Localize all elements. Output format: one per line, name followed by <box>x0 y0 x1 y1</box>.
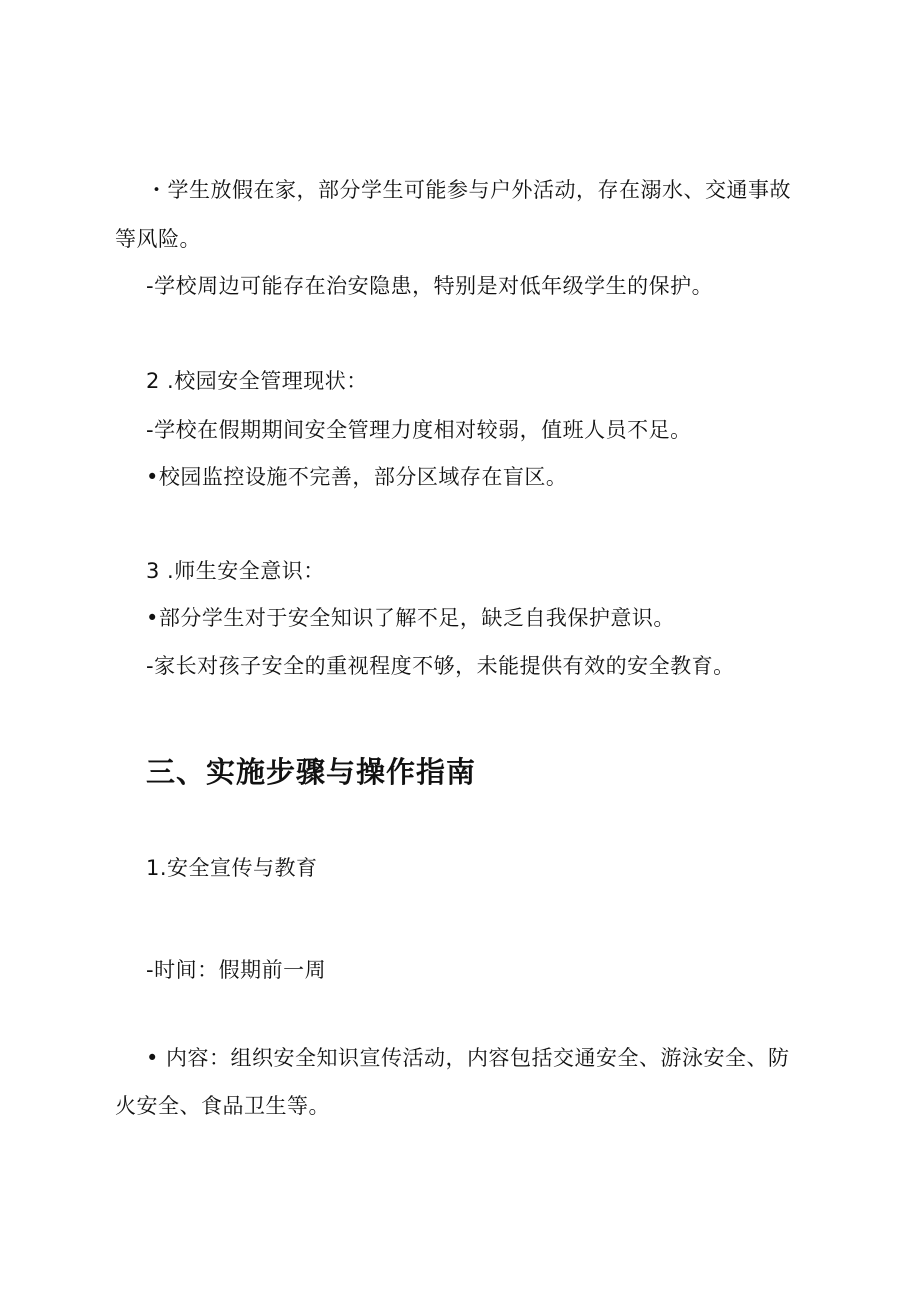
subheading-safety-awareness: 3 .师生安全意识： <box>146 559 325 583</box>
step-title-education: 1.安全宣传与教育 <box>146 856 318 880</box>
risk-item-outdoor: ・学生放假在家，部分学生可能参与户外活动，存在溺水、交通事故 <box>146 178 791 202</box>
step-time: -时间：假期前一周 <box>146 958 327 982</box>
step-content-cont: 火安全、食品卫生等。 <box>115 1094 330 1118</box>
subheading-campus-management: 2 .校园安全管理现状： <box>146 369 368 393</box>
management-item-staff: -学校在假期期间安全管理力度相对较弱，值班人员不足。 <box>146 418 692 442</box>
management-item-monitoring: •校园监控设施不完善，部分区域存在盲区。 <box>146 465 568 489</box>
awareness-item-students: •部分学生对于安全知识了解不足，缺乏自我保护意识。 <box>146 606 675 630</box>
awareness-item-parents: -家长对孩子安全的重视程度不够，未能提供有效的安全教育。 <box>146 654 735 678</box>
section-heading: 三、实施步骤与操作指南 <box>146 755 477 789</box>
step-content: • 内容：组织安全知识宣传活动，内容包括交通安全、游泳安全、防 <box>146 1046 790 1070</box>
risk-item-security: -学校周边可能存在治安隐患，特别是对低年级学生的保护。 <box>146 274 714 298</box>
risk-item-outdoor-cont: 等风险。 <box>115 227 201 251</box>
